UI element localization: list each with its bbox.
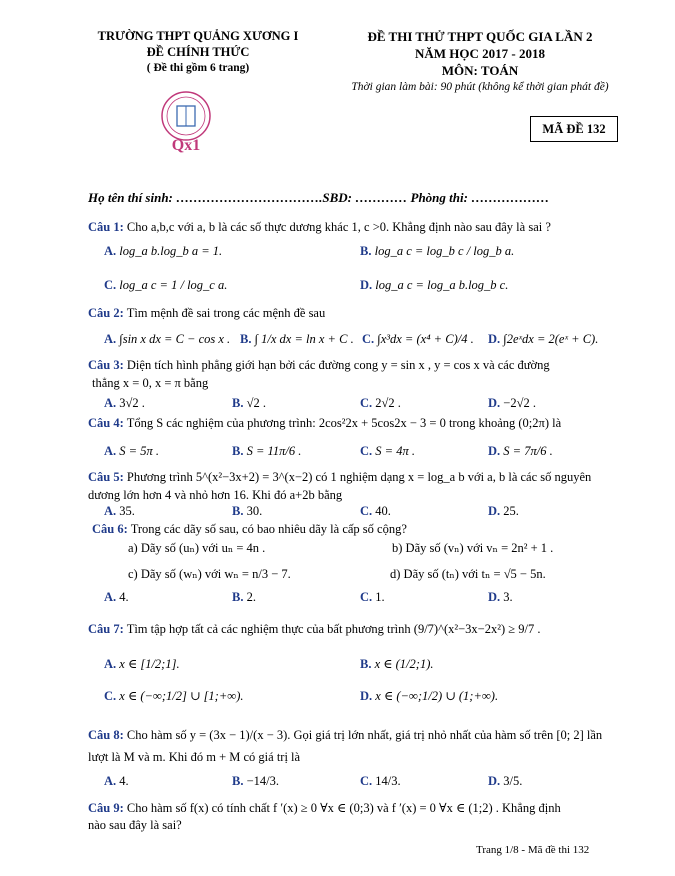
option-a: A. 4. <box>104 590 129 604</box>
option-c: C. 1. <box>360 590 385 604</box>
time-note: Thời gian làm bài: 90 phút (không kể thời gian phát đề) <box>351 81 609 93</box>
subject: MÔN: TOÁN <box>441 63 519 78</box>
option-a: A. S = 5π . <box>104 444 159 458</box>
pages-note: ( Đề thi gồm 6 trang) <box>146 62 250 74</box>
school-name: TRƯỜNG THPT QUẢNG XƯƠNG I <box>97 29 299 43</box>
option-a: A. ∫sin x dx = C − cos x . <box>104 332 231 346</box>
option-a: A. 35. <box>104 504 135 518</box>
student-info-line: Họ tên thí sinh: …………………………….SBD: ………… Phòng thi: ……………… <box>88 190 550 205</box>
option-d: D. 3/5. <box>488 774 523 788</box>
school-logo <box>150 84 222 156</box>
sequence-item-d: d) Dãy số (tₙ) với tₙ = √5 − 5n. <box>390 567 546 581</box>
question-9: Câu 9: Cho hàm số f(x) có tính chất f ′(x) ≥ 0 ∀x ∈ (0;3) và f ′(x) = 0 ∀x ∈ (1;2) . Khẳng định <box>88 801 561 815</box>
option-c: C. log_a c = 1 / log_c a. <box>104 278 228 292</box>
sequence-item-a: a) Dãy số (uₙ) với uₙ = 4n . <box>128 541 266 555</box>
question-1 <box>88 220 551 235</box>
question-4: Câu 4: Tổng S các nghiệm của phương trình: 2cos²2x + 5cos2x − 3 = 0 trong khoảng (0;2π) là <box>88 416 562 430</box>
option-c: C. 14/3. <box>360 774 401 788</box>
question-9-cont: nào sau đây là sai? <box>88 818 182 832</box>
question-text: Cho a,b,c với a, b là các số thực dương khác 1, c >0. Khẳng định nào sau đây là sai ? <box>126 220 551 234</box>
option-c: C. S = 4π . <box>360 444 415 458</box>
question-8-cont: lượt là M và m. Khi đó m + M có giá trị là <box>88 750 301 764</box>
option-a: A. x ∈ [1/2;1]. <box>104 657 180 671</box>
question-label: Câu 1: <box>88 220 124 234</box>
sequence-item-c: c) Dãy số (wₙ) với wₙ = n/3 − 7. <box>128 567 291 581</box>
question-6: Câu 6: Trong các dãy số sau, có bao nhiêu dãy là cấp số cộng? <box>92 522 407 536</box>
option-a: A. log_a b.log_b a = 1. <box>104 244 223 258</box>
option-b: B. −14/3. <box>232 774 279 788</box>
exam-header <box>330 28 630 96</box>
official-label: ĐỀ CHÍNH THỨC <box>146 45 250 59</box>
question-3-cont: thẳng x = 0, x = π bằng <box>92 376 209 390</box>
option-d: D. 25. <box>488 504 519 518</box>
school-header <box>88 28 308 76</box>
question-8: Câu 8: Cho hàm số y = (3x − 1)/(x − 3). Gọi giá trị lớn nhất, giá trị nhỏ nhất của hàm số trên [0; 2] lần <box>88 728 603 742</box>
option-b: B. x ∈ (1/2;1). <box>360 657 434 671</box>
option-b: B. log_a c = log_b c / log_b a. <box>360 244 515 258</box>
question-5: Câu 5: Phương trình 5^(x²−3x+2) = 3^(x−2) có 1 nghiệm dạng x = log_a b với a, b là các số nguyên <box>88 470 592 484</box>
option-d: D. x ∈ (−∞;1/2) ∪ (1;+∞). <box>360 689 499 703</box>
exam-code-box: MÃ ĐỀ 132 <box>530 116 618 142</box>
option-d: D. log_a c = log_a b.log_b c. <box>360 278 509 292</box>
option-d: D. ∫2eˣdx = 2(eˣ + C). <box>488 332 599 346</box>
school-year: NĂM HỌC 2017 - 2018 <box>415 46 545 61</box>
option-c: C. 40. <box>360 504 391 518</box>
option-a: A. 3√2 . <box>104 396 145 410</box>
option-b: B. ∫ 1/x dx = ln x + C . <box>240 332 354 346</box>
question-3: Câu 3: Diện tích hình phẳng giới hạn bởi các đường cong y = sin x , y = cos x và các đường <box>88 358 550 372</box>
option-c: C. 2√2 . <box>360 396 401 410</box>
logo-text: Qx1 <box>171 137 201 154</box>
option-c: C. x ∈ (−∞;1/2] ∪ [1;+∞). <box>104 689 244 703</box>
option-d: D. −2√2 . <box>488 396 536 410</box>
option-d: D. S = 7π/6 . <box>488 444 553 458</box>
sequence-item-b: b) Dãy số (vₙ) với vₙ = 2n² + 1 . <box>392 541 554 555</box>
option-b: B. 30. <box>232 504 263 518</box>
exam-title: ĐỀ THI THỬ THPT QUỐC GIA LẦN 2 <box>367 29 593 44</box>
question-7: Câu 7: Tìm tập hợp tất cả các nghiệm thực của bất phương trình (9/7)^(x²−3x−2x²) ≥ 9/7 . <box>88 622 541 636</box>
question-2: Câu 2: Tìm mệnh đề sai trong các mệnh đề sau <box>88 306 326 320</box>
option-b: B. 2. <box>232 590 256 604</box>
option-b: B. S = 11π/6 . <box>232 444 302 458</box>
option-d: D. 3. <box>488 590 513 604</box>
option-a: A. 4. <box>104 774 129 788</box>
option-b: B. √2 . <box>232 396 266 410</box>
option-c: C. ∫x³dx = (x⁴ + C)/4 . <box>362 332 474 346</box>
page-footer: Trang 1/8 - Mã đề thi 132 <box>476 844 590 856</box>
question-5-cont: dương lớn hơn 4 và nhỏ hơn 16. Khi đó a+2b bằng <box>88 488 343 502</box>
